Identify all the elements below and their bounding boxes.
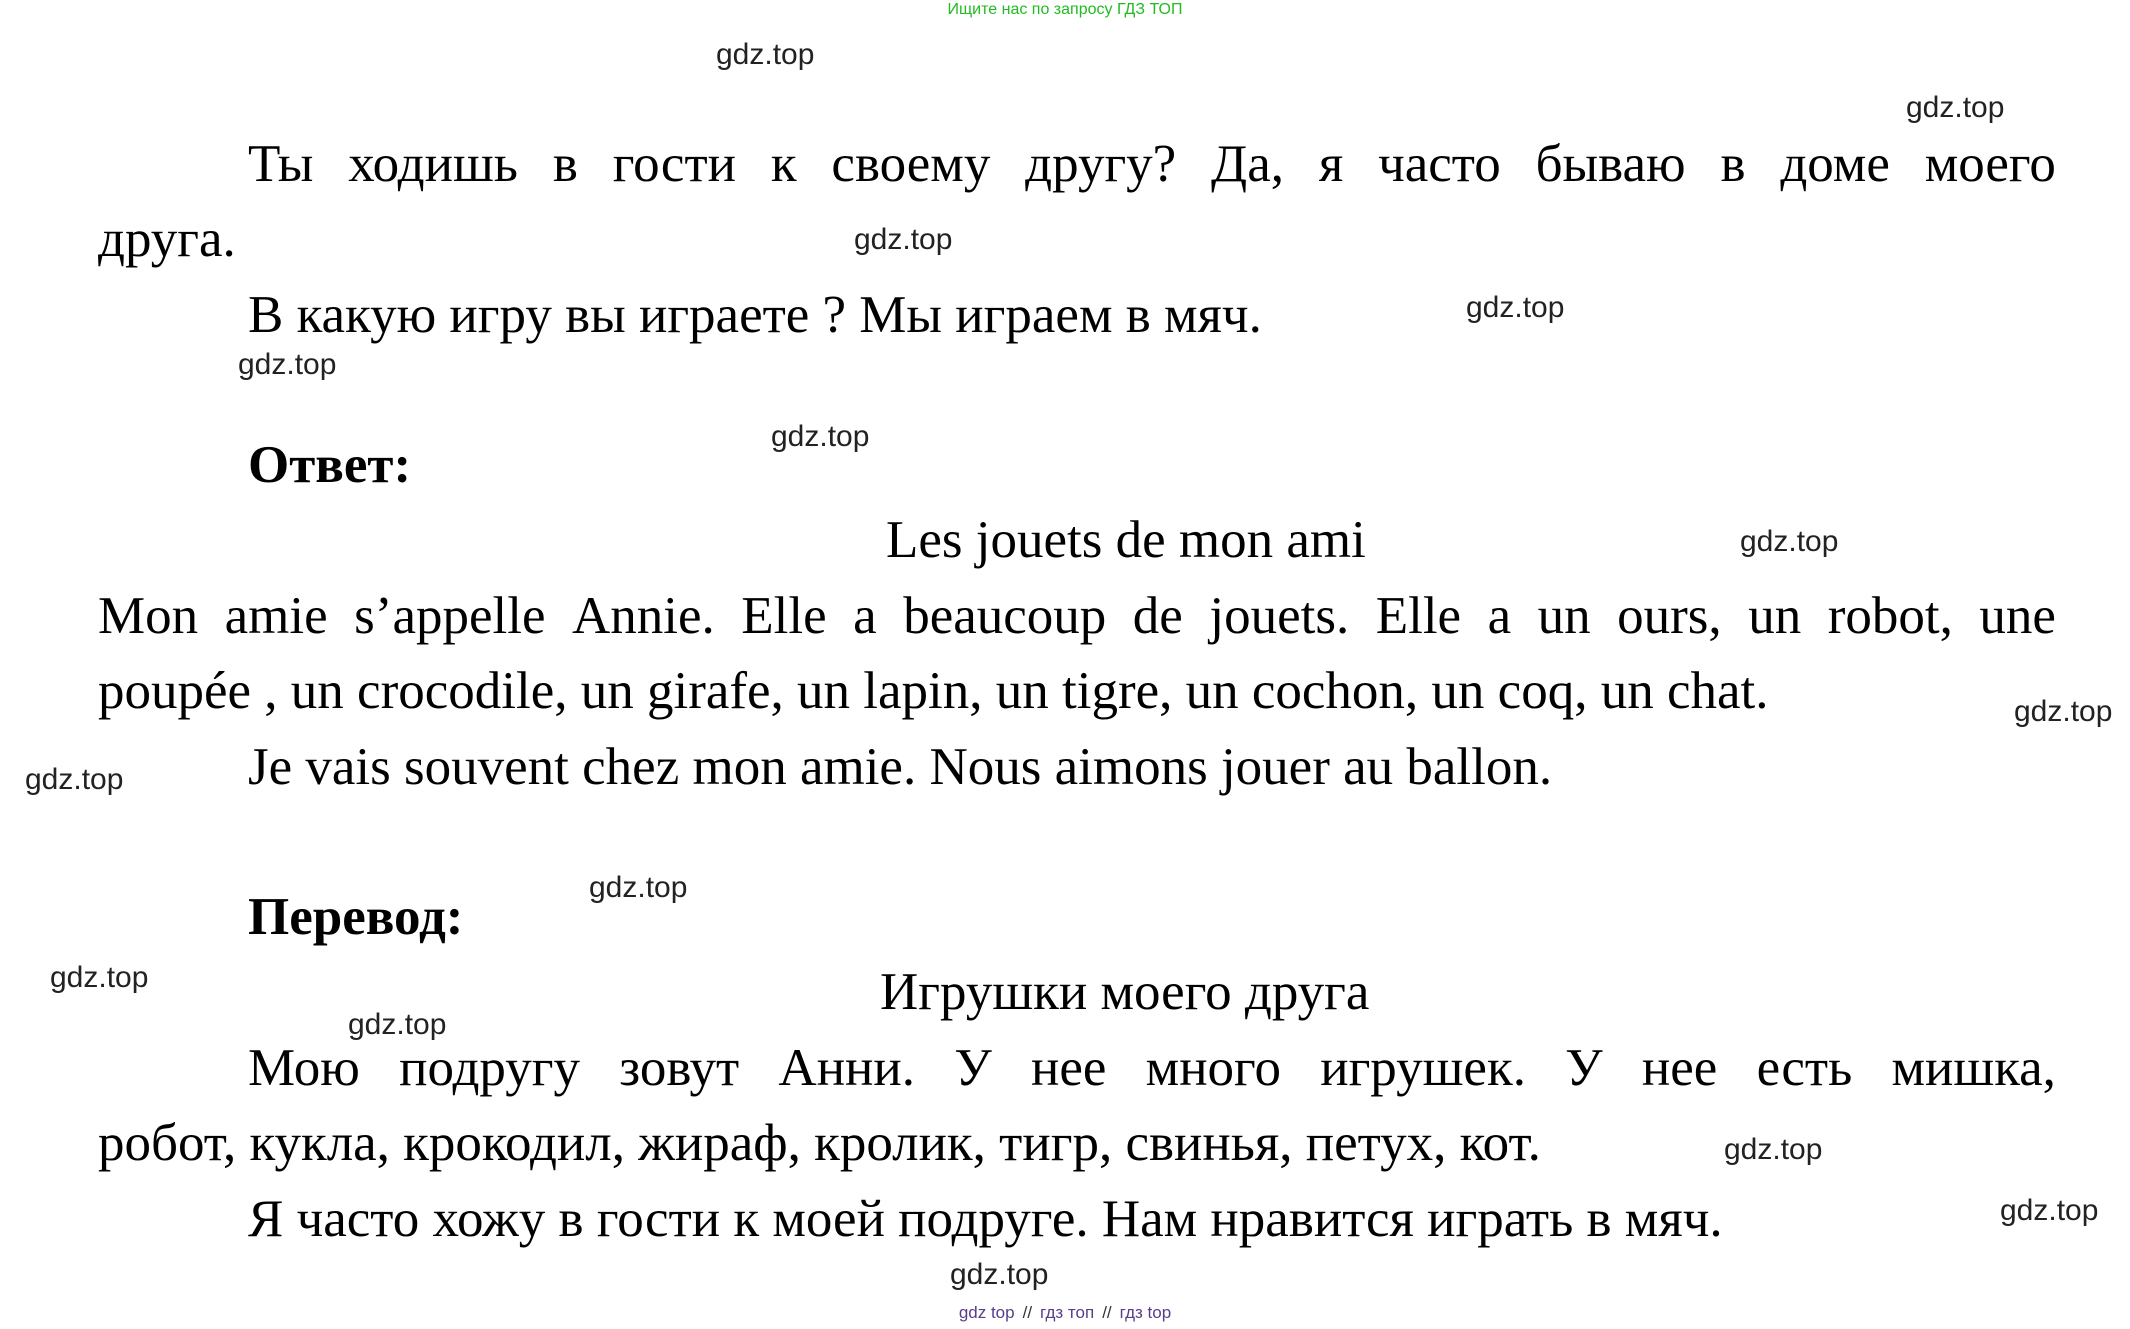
- watermark: gdz.top: [25, 763, 124, 796]
- watermark: gdz.top: [1466, 291, 1565, 324]
- question-line-1-end: друга.: [98, 210, 236, 268]
- word: s’appelle: [354, 587, 546, 645]
- word: в: [552, 135, 578, 193]
- watermark: gdz.top: [238, 348, 337, 381]
- word: к: [770, 135, 797, 193]
- word: гости: [612, 135, 736, 193]
- word: jouets.: [1209, 587, 1350, 645]
- word: Да,: [1211, 135, 1284, 193]
- footer-link-gdz-top[interactable]: gdz top: [958, 1303, 1015, 1322]
- word: подругу: [399, 1039, 580, 1097]
- word: бываю: [1535, 135, 1686, 193]
- watermark: gdz.top: [950, 1258, 1049, 1291]
- word: есть: [1756, 1039, 1853, 1097]
- answer-heading: Ответ:: [248, 436, 412, 494]
- word: нее: [1641, 1039, 1718, 1097]
- watermark: gdz.top: [854, 223, 953, 256]
- word: Mon: [98, 587, 199, 645]
- word: Ты: [248, 135, 314, 193]
- word: нее: [1031, 1039, 1107, 1097]
- watermark: gdz.top: [1740, 525, 1839, 558]
- word: Elle: [741, 587, 827, 645]
- word: un: [1537, 587, 1591, 645]
- word: robot,: [1827, 587, 1953, 645]
- word: ходишь: [348, 135, 518, 193]
- word: игрушек.: [1320, 1039, 1526, 1097]
- word: доме: [1780, 135, 1890, 193]
- word: a: [1487, 587, 1512, 645]
- footer-link-gdz-top-cyrillic[interactable]: гдз топ: [1040, 1303, 1095, 1322]
- word: Мою: [248, 1039, 360, 1097]
- word: другу?: [1025, 135, 1177, 193]
- word: У: [954, 1039, 992, 1097]
- footer-link-gdz-top-mixed[interactable]: гдз top: [1119, 1303, 1172, 1322]
- watermark: gdz.top: [2014, 695, 2113, 728]
- answer-line-1: [98, 587, 2056, 645]
- answer-line-2: poupée , un crocodile, un girafe, un lapin, un tigre, un cochon, un coq, un chat.: [98, 662, 1769, 720]
- answer-title: Les jouets de mon ami: [886, 511, 1366, 569]
- word: beaucoup: [903, 587, 1107, 645]
- watermark: gdz.top: [2000, 1194, 2099, 1227]
- word: часто: [1378, 135, 1501, 193]
- word: amie: [224, 587, 328, 645]
- translation-line-2: робот, кукла, крокодил, жираф, кролик, тигр, свинья, петух, кот.: [98, 1114, 1541, 1172]
- translation-heading: Перевод:: [248, 888, 464, 946]
- question-line-2: В какую игру вы играете ? Мы играем в мяч.: [248, 286, 1262, 344]
- watermark: gdz.top: [1724, 1133, 1823, 1166]
- answer-line-3: Je vais souvent chez mon amie. Nous aimons jouer au ballon.: [248, 738, 1553, 796]
- word: Анни.: [778, 1039, 916, 1097]
- search-banner: Ищите нас по запросу ГДЗ ТОП: [947, 1, 1183, 18]
- word: Annie.: [571, 587, 715, 645]
- word: зовут: [619, 1039, 740, 1097]
- word: une: [1979, 587, 2056, 645]
- watermark: gdz.top: [716, 38, 815, 71]
- word: У: [1565, 1039, 1603, 1097]
- translation-title: Игрушки моего друга: [880, 963, 1370, 1021]
- word: своему: [831, 135, 991, 193]
- word: a: [853, 587, 877, 645]
- word: de: [1132, 587, 1183, 645]
- footer-separator: //: [1022, 1303, 1033, 1322]
- translation-line-1: [248, 1039, 2056, 1097]
- word: много: [1145, 1039, 1281, 1097]
- watermark: gdz.top: [771, 420, 870, 453]
- footer-links: [0, 1303, 2130, 1323]
- word: я: [1318, 135, 1344, 193]
- question-line-1: [248, 135, 2056, 193]
- footer-separator: //: [1102, 1303, 1112, 1322]
- word: в: [1720, 135, 1746, 193]
- watermark: gdz.top: [1906, 91, 2005, 124]
- watermark: gdz.top: [348, 1008, 447, 1041]
- word: мишка,: [1891, 1039, 2056, 1097]
- translation-line-3: Я часто хожу в гости к моей подруге. Нам нравится играть в мяч.: [248, 1190, 1723, 1248]
- word: моего: [1924, 135, 2056, 193]
- watermark: gdz.top: [589, 871, 688, 904]
- word: ours,: [1617, 587, 1722, 645]
- word: Elle: [1375, 587, 1462, 645]
- watermark: gdz.top: [50, 961, 149, 994]
- word: un: [1748, 587, 1802, 645]
